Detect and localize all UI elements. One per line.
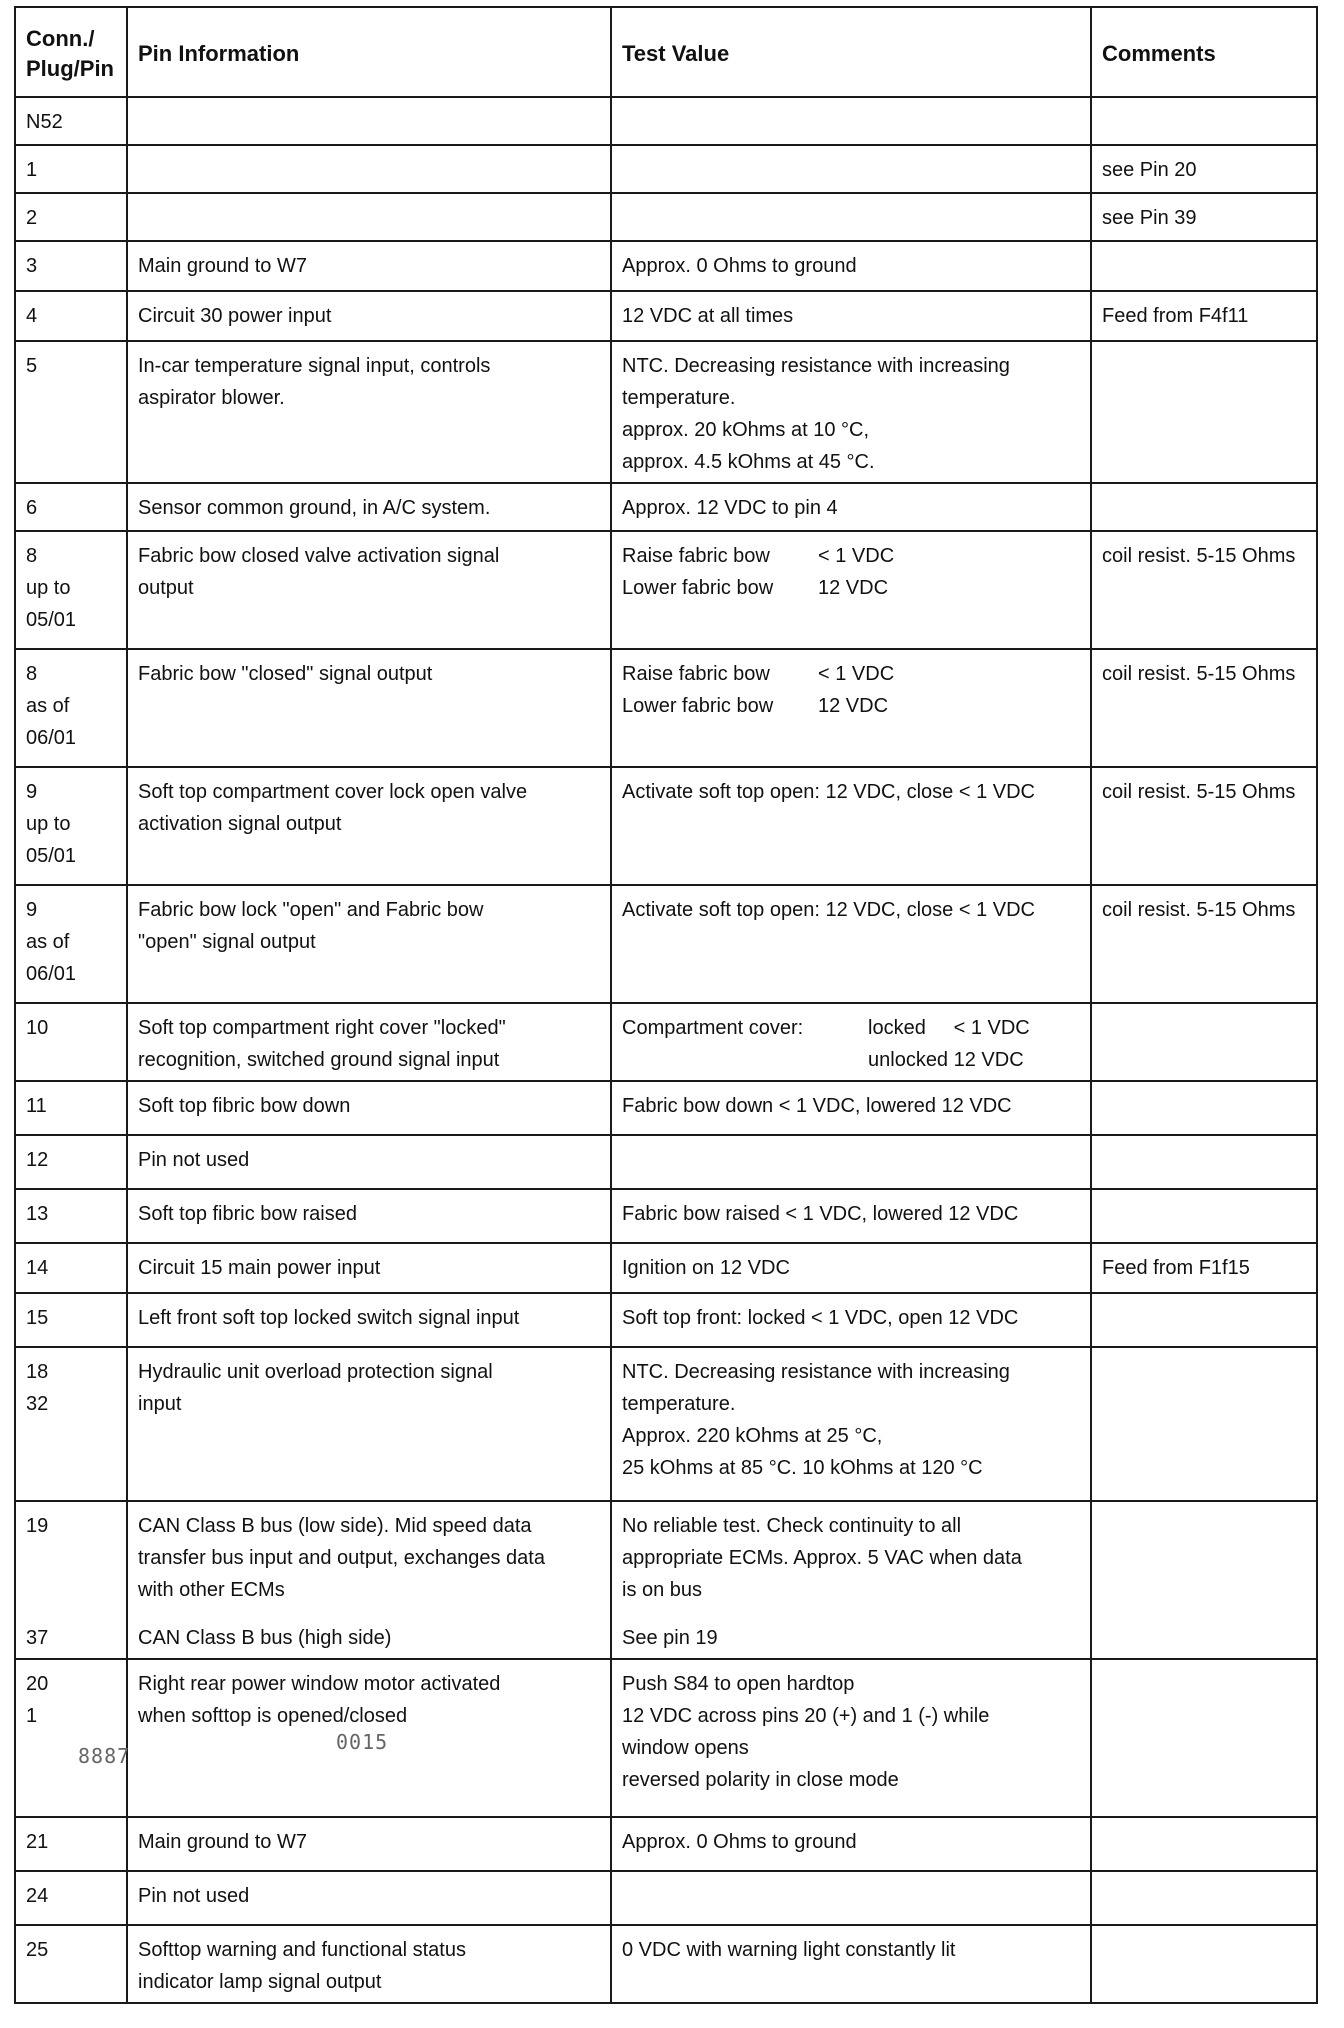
- comments-cell: [1091, 483, 1317, 531]
- comments-cell: [1091, 193, 1317, 241]
- pin-info-cell: [127, 483, 611, 531]
- table-row: [15, 193, 1317, 241]
- conn-cell: [15, 1189, 127, 1243]
- cell-line: 1: [26, 1705, 38, 1727]
- conn-cell: [15, 341, 127, 483]
- comments-cell: [1091, 241, 1317, 291]
- conn-cell: [15, 291, 127, 341]
- conn-cell: [15, 1817, 127, 1871]
- pin-info-cell: [127, 97, 611, 145]
- test-value-cell: [611, 885, 1091, 1003]
- test-value-cell: [611, 291, 1091, 341]
- pin-info-cell: [127, 193, 611, 241]
- table-row: [15, 341, 1317, 483]
- cell-line: NTC. Decreasing resistance with increasing: [622, 1361, 1010, 1383]
- cell-line: appropriate ECMs. Approx. 5 VAC when data: [622, 1547, 1022, 1569]
- table-row: [15, 1925, 1317, 2003]
- cell-line: 4: [26, 305, 38, 327]
- cell-line: Activate soft top open: 12 VDC, close < 1 VDC: [622, 781, 1035, 803]
- cell-line: transfer bus input and output, exchanges data: [138, 1547, 545, 1569]
- cell-line: Fabric bow raised < 1 VDC, lowered 12 VDC: [622, 1203, 1019, 1225]
- cell-line: 8: [26, 663, 38, 685]
- cell-line: Approx. 220 kOhms at 25 °C,: [622, 1425, 883, 1447]
- comments-cell: [1091, 1659, 1317, 1817]
- cell-line: indicator lamp signal output: [138, 1971, 382, 1993]
- cell-line: up to: [26, 577, 71, 599]
- cell-line: 6: [26, 497, 38, 519]
- cell-line: Softtop warning and functional status: [138, 1939, 466, 1961]
- cell-line: 15: [26, 1307, 49, 1329]
- conn-cell: [15, 1135, 127, 1189]
- conn-cell: [15, 193, 127, 241]
- cell-line: Sensor common ground, in A/C system.: [138, 497, 491, 519]
- pin-info-cell: [127, 1243, 611, 1293]
- cell-line: 12 VDC at all times: [622, 305, 794, 327]
- pin-info-cell: [127, 649, 611, 767]
- table-row: [15, 1659, 1317, 1817]
- pin-info-cell: [127, 1871, 611, 1925]
- cell-line: temperature.: [622, 1393, 736, 1415]
- cell-line: 19: [26, 1515, 49, 1537]
- header-pin-information: Pin Information: [127, 7, 611, 97]
- table-row: [15, 1293, 1317, 1347]
- cell-line: activation signal output: [138, 813, 342, 835]
- test-pair-label: Lower fabric bow: [622, 577, 774, 599]
- test-value-cell: [611, 1871, 1091, 1925]
- test-value-cell: [611, 1189, 1091, 1243]
- cell-line: 2: [26, 207, 38, 229]
- test-value-cell: [611, 1003, 1091, 1081]
- cell-line: 06/01: [26, 727, 77, 749]
- cell-line: 9: [26, 781, 38, 803]
- test-value-cell: [611, 1659, 1091, 1817]
- cell-line: "open" signal output: [138, 931, 316, 953]
- cell-line: Main ground to W7: [138, 255, 307, 277]
- table-row: [15, 1817, 1317, 1871]
- conn-cell: [15, 241, 127, 291]
- comments-cell: [1091, 97, 1317, 145]
- cell-line: reversed polarity in close mode: [622, 1769, 899, 1791]
- cell-line: Activate soft top open: 12 VDC, close < 1 VDC: [622, 899, 1035, 921]
- cell-line: coil resist. 5-15 Ohms: [1102, 899, 1296, 921]
- test-value-cell: [611, 1243, 1091, 1293]
- cell-line: 9: [26, 899, 38, 921]
- pin-info-cell: [127, 145, 611, 193]
- cell-line: input: [138, 1393, 182, 1415]
- table-row: [15, 885, 1317, 1003]
- test-value-cell: [611, 341, 1091, 483]
- cell-line: 11: [26, 1095, 47, 1117]
- cell-line: 37: [26, 1627, 49, 1649]
- conn-cell: [15, 1293, 127, 1347]
- cell-line: Feed from F1f15: [1102, 1257, 1250, 1279]
- comments-cell: [1091, 341, 1317, 483]
- cell-line: Approx. 0 Ohms to ground: [622, 1831, 857, 1853]
- cell-line: CAN Class B bus (low side). Mid speed data: [138, 1515, 532, 1537]
- cell-line: Fabric bow lock "open" and Fabric bow: [138, 899, 484, 921]
- cell-line: when softtop is opened/closed: [138, 1705, 408, 1727]
- pin-info-cell: [127, 1081, 611, 1135]
- comments-cell: [1091, 1501, 1317, 1659]
- pin-table: [14, 6, 1318, 2004]
- table-row: [15, 145, 1317, 193]
- pin-info-cell: [127, 341, 611, 483]
- cell-line: Ignition on 12 VDC: [622, 1257, 790, 1279]
- cell-line: In-car temperature signal input, controls: [138, 355, 491, 377]
- cell-line: coil resist. 5-15 Ohms: [1102, 781, 1296, 803]
- pin-info-cell: [127, 1925, 611, 2003]
- cell-line: Right rear power window motor activated: [138, 1673, 501, 1695]
- cell-line: Soft top fibric bow down: [138, 1095, 351, 1117]
- test-pair: [622, 658, 1080, 690]
- test-value-cell: [611, 649, 1091, 767]
- comments-cell: [1091, 1925, 1317, 2003]
- test-pair-value: < 1 VDC: [818, 663, 895, 685]
- cell-line: Approx. 12 VDC to pin 4: [622, 497, 838, 519]
- cell-line: as of: [26, 931, 70, 953]
- cell-line: see Pin 20: [1102, 159, 1197, 181]
- cell-line: N52: [26, 111, 63, 133]
- comments-cell: [1091, 531, 1317, 649]
- conn-cell: [15, 1081, 127, 1135]
- comments-cell: [1091, 1347, 1317, 1501]
- test-value-cell: [611, 1347, 1091, 1501]
- conn-cell: [15, 1243, 127, 1293]
- pin-info-cell: [127, 767, 611, 885]
- table-row: [15, 1003, 1317, 1081]
- test-pair-value: < 1 VDC: [818, 545, 895, 567]
- cell-line: approx. 4.5 kOhms at 45 °C.: [622, 451, 875, 473]
- comments-cell: [1091, 291, 1317, 341]
- cell-line: Circuit 15 main power input: [138, 1257, 381, 1279]
- comments-cell: [1091, 1081, 1317, 1135]
- conn-cell: [15, 1871, 127, 1925]
- cell-line: See pin 19: [622, 1627, 718, 1649]
- test-value-cell: [611, 1817, 1091, 1871]
- cell-line: 14: [26, 1257, 49, 1279]
- comments-cell: [1091, 1817, 1317, 1871]
- cell-line: 05/01: [26, 609, 77, 631]
- cell-line: Approx. 0 Ohms to ground: [622, 255, 857, 277]
- test-value-cell: [611, 531, 1091, 649]
- cell-line: 25 kOhms at 85 °C. 10 kOhms at 120 °C: [622, 1457, 983, 1479]
- scan-stamp-right: 0015: [336, 1730, 389, 1754]
- cell-line: is on bus: [622, 1579, 703, 1601]
- cell-line: Fabric bow "closed" signal output: [138, 663, 433, 685]
- conn-cell: [15, 97, 127, 145]
- test-pair: [622, 572, 1080, 604]
- table-row: [15, 1189, 1317, 1243]
- cell-line: Pin not used: [138, 1885, 250, 1907]
- conn-cell: [15, 1003, 127, 1081]
- cell-line: 1: [26, 159, 38, 181]
- cell-line: CAN Class B bus (high side): [138, 1627, 392, 1649]
- cell-line: Push S84 to open hardtop: [622, 1673, 855, 1695]
- comments-cell: [1091, 1243, 1317, 1293]
- cell-line: Circuit 30 power input: [138, 305, 332, 327]
- comments-cell: [1091, 1871, 1317, 1925]
- table-row: [15, 291, 1317, 341]
- cell-line: see Pin 39: [1102, 207, 1197, 229]
- cell-line: Fabric bow closed valve activation signal: [138, 545, 500, 567]
- cell-line: aspirator blower.: [138, 387, 285, 409]
- comments-cell: [1091, 145, 1317, 193]
- conn-cell: [15, 1501, 127, 1659]
- comments-cell: [1091, 885, 1317, 1003]
- pin-info-cell: [127, 291, 611, 341]
- cell-line: recognition, switched ground signal input: [138, 1049, 500, 1071]
- header-conn: Conn./ Plug/Pin: [15, 7, 127, 97]
- test-pair: [622, 1012, 1080, 1044]
- conn-cell: [15, 483, 127, 531]
- pin-info-cell: [127, 1003, 611, 1081]
- cell-line: Soft top compartment right cover "locked": [138, 1017, 506, 1039]
- test-value-cell: [611, 1501, 1091, 1659]
- table-row: [15, 767, 1317, 885]
- test-value-cell: [611, 1293, 1091, 1347]
- test-value-cell: [611, 1925, 1091, 2003]
- cell-line: 24: [26, 1885, 49, 1907]
- pin-info-cell: [127, 1189, 611, 1243]
- test-value-cell: [611, 767, 1091, 885]
- cell-line: 10: [26, 1017, 49, 1039]
- test-pair-value: locked < 1 VDC: [868, 1017, 1030, 1039]
- cell-line: with other ECMs: [138, 1579, 285, 1601]
- cell-line: coil resist. 5-15 Ohms: [1102, 545, 1296, 567]
- test-value-cell: [611, 1135, 1091, 1189]
- cell-line: up to: [26, 813, 71, 835]
- test-value-cell: [611, 483, 1091, 531]
- cell-line: 06/01: [26, 963, 77, 985]
- cell-line: Fabric bow down < 1 VDC, lowered 12 VDC: [622, 1095, 1012, 1117]
- test-pair: [622, 1044, 1080, 1076]
- table-row: [15, 241, 1317, 291]
- cell-line: approx. 20 kOhms at 10 °C,: [622, 419, 870, 441]
- cell-line: Soft top front: locked < 1 VDC, open 12 VDC: [622, 1307, 1019, 1329]
- table-row: [15, 97, 1317, 145]
- pin-info-cell: [127, 1347, 611, 1501]
- cell-line: 5: [26, 355, 38, 377]
- comments-cell: [1091, 1135, 1317, 1189]
- comments-cell: [1091, 1189, 1317, 1243]
- cell-line: 8: [26, 545, 38, 567]
- pin-info-cell: [127, 1135, 611, 1189]
- table-row: [15, 483, 1317, 531]
- header-row: [15, 7, 1317, 97]
- pin-info-cell: [127, 885, 611, 1003]
- conn-cell: [15, 1925, 127, 2003]
- cell-line: as of: [26, 695, 70, 717]
- cell-line: NTC. Decreasing resistance with increasing: [622, 355, 1010, 377]
- conn-cell: [15, 767, 127, 885]
- test-pair: [622, 690, 1080, 722]
- header-test-value: Test Value: [611, 7, 1091, 97]
- table-row: [15, 1501, 1317, 1659]
- test-pair-value: 12 VDC: [818, 695, 889, 717]
- pin-info-cell: [127, 1817, 611, 1871]
- table-row: [15, 1243, 1317, 1293]
- cell-line: 32: [26, 1393, 49, 1415]
- cell-line: Soft top compartment cover lock open valve: [138, 781, 528, 803]
- scan-stamp-left: 8887: [78, 1744, 131, 1768]
- conn-cell: [15, 885, 127, 1003]
- test-pair-label: Lower fabric bow: [622, 695, 774, 717]
- cell-line: 13: [26, 1203, 49, 1225]
- cell-line: 3: [26, 255, 38, 277]
- comments-cell: [1091, 1003, 1317, 1081]
- conn-cell: [15, 145, 127, 193]
- cell-line: [26, 1574, 116, 1606]
- cell-line: 05/01: [26, 845, 77, 867]
- cell-line: window opens: [622, 1737, 749, 1759]
- cell-line: 12: [26, 1149, 49, 1171]
- cell-line: Pin not used: [138, 1149, 250, 1171]
- cell-line: 20: [26, 1673, 49, 1695]
- test-value-cell: [611, 1081, 1091, 1135]
- pin-info-cell: [127, 1293, 611, 1347]
- cell-line: 21: [26, 1831, 49, 1853]
- table-row: [15, 1081, 1317, 1135]
- cell-line: Soft top fibric bow raised: [138, 1203, 357, 1225]
- cell-line: [26, 1542, 116, 1574]
- cell-line: coil resist. 5-15 Ohms: [1102, 663, 1296, 685]
- test-pair-value: unlocked 12 VDC: [868, 1049, 1024, 1071]
- test-pair-label: Raise fabric bow: [622, 663, 770, 685]
- conn-cell: [15, 531, 127, 649]
- test-value-cell: [611, 97, 1091, 145]
- table-row: [15, 1135, 1317, 1189]
- table-row: [15, 649, 1317, 767]
- pin-info-cell: [127, 1501, 611, 1659]
- cell-line: Left front soft top locked switch signal input: [138, 1307, 520, 1329]
- cell-line: No reliable test. Check continuity to all: [622, 1515, 962, 1537]
- header-comments: Comments: [1091, 7, 1317, 97]
- test-value-cell: [611, 193, 1091, 241]
- cell-line: Feed from F4f11: [1102, 305, 1249, 327]
- cell-line: 12 VDC across pins 20 (+) and 1 (-) while: [622, 1705, 990, 1727]
- conn-cell: [15, 649, 127, 767]
- cell-line: 18: [26, 1361, 49, 1383]
- pin-info-cell: [127, 531, 611, 649]
- comments-cell: [1091, 767, 1317, 885]
- comments-cell: [1091, 649, 1317, 767]
- test-value-cell: [611, 241, 1091, 291]
- cell-line: 25: [26, 1939, 49, 1961]
- test-pair-label: Raise fabric bow: [622, 545, 770, 567]
- test-pair-value: 12 VDC: [818, 577, 889, 599]
- test-pair: [622, 540, 1080, 572]
- cell-line: 0 VDC with warning light constantly lit: [622, 1939, 956, 1961]
- cell-line: Main ground to W7: [138, 1831, 307, 1853]
- test-value-cell: [611, 145, 1091, 193]
- conn-cell: [15, 1347, 127, 1501]
- comments-cell: [1091, 1293, 1317, 1347]
- table-row: [15, 1871, 1317, 1925]
- test-pair-label: Compartment cover:: [622, 1017, 804, 1039]
- table-row: [15, 1347, 1317, 1501]
- cell-line: Hydraulic unit overload protection signal: [138, 1361, 493, 1383]
- cell-line: output: [138, 577, 194, 599]
- table-row: [15, 531, 1317, 649]
- pin-info-cell: [127, 241, 611, 291]
- conn-cell: [15, 1659, 127, 1817]
- cell-line: temperature.: [622, 387, 736, 409]
